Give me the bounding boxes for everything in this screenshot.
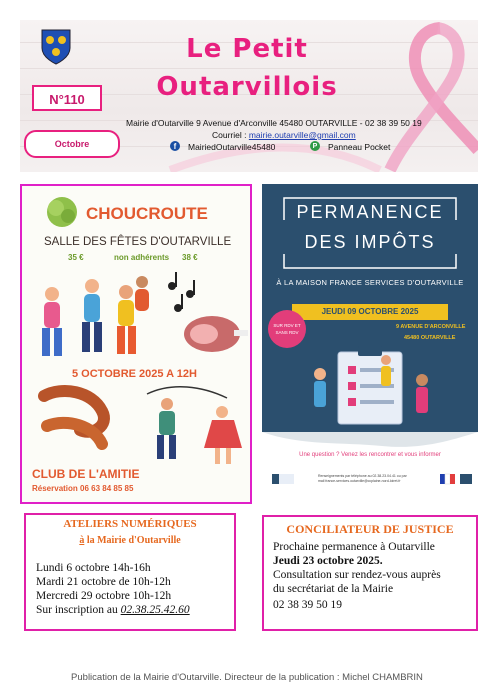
conciliateur-title: CONCILIATEUR DE JUSTICE xyxy=(286,522,454,536)
conciliateur-line-1: Prochaine permanence à Outarville xyxy=(273,541,435,553)
sausages-icon xyxy=(44,391,104,444)
publication-footer: Publication de la Mairie d'Outarville. Directeur de la publication : Michel CHAMBRIN xyxy=(71,672,423,683)
dgfip-logo-icon xyxy=(460,474,472,484)
conciliateur-date: Jeudi 23 octobre 2025. xyxy=(273,555,383,567)
ateliers-title: ATELIERS NUMÉRIQUES xyxy=(63,518,197,530)
dancing-couple-icon xyxy=(147,387,242,464)
ateliers-phone-link[interactable]: 02.38.25.42.60 xyxy=(120,604,190,616)
issue-number: N°110 xyxy=(32,85,102,111)
tax-poster-banner xyxy=(262,184,478,432)
choucroute-date: 5 OCTOBRE 2025 A 12H xyxy=(72,368,197,380)
choucroute-price-member: 35 € xyxy=(68,253,84,262)
choucroute-poster xyxy=(20,184,252,504)
facebook-icon: f xyxy=(170,141,180,151)
panneau-pocket-icon: P xyxy=(310,141,320,151)
music-notes-icon xyxy=(168,272,195,312)
tax-poster-place: À LA MAISON FRANCE SERVICES D'OUTARVILLE xyxy=(276,278,464,287)
choucroute-title: CHOUCROUTE xyxy=(86,204,208,223)
choucroute-venue: SALLE DES FÊTES D'OUTARVILLE xyxy=(44,236,232,248)
cabbage-icon xyxy=(47,197,77,227)
choucroute-price-non-member: 38 € xyxy=(182,253,198,262)
tax-poster-question: Une question ? Venez les rencontrer et vous informer xyxy=(299,452,441,458)
tax-poster-logos xyxy=(262,470,478,490)
choucroute-reservation: Réservation 06 63 84 85 85 xyxy=(32,484,134,493)
ateliers-registration-label: Sur inscription au xyxy=(36,604,121,616)
republique-francaise-logo-icon xyxy=(440,474,455,484)
facebook-page[interactable]: MairiedOutarville45480 xyxy=(188,142,276,152)
email-label: Courriel : xyxy=(212,130,249,140)
ham-icon xyxy=(184,316,248,352)
ateliers-session-3: Mercredi 29 octobre 10h-12h xyxy=(36,590,172,602)
tax-poster-title-line2: DES IMPÔTS xyxy=(304,232,436,252)
france-services-logo-icon xyxy=(272,474,294,484)
dancers-icon xyxy=(42,276,149,356)
ateliers-session-2: Mardi 21 octobre de 10h-12h xyxy=(36,576,171,588)
email-line xyxy=(212,130,356,140)
ateliers-location xyxy=(24,535,236,546)
choucroute-non-members-label: non adhérents xyxy=(114,253,170,262)
tax-poster-date: JEUDI 09 OCTOBRE 2025 xyxy=(292,304,448,320)
email-link[interactable]: mairie.outarville@gmail.com xyxy=(248,130,356,140)
conciliateur-line-4: du secrétariat de la Mairie xyxy=(273,583,394,595)
clipboard-icon xyxy=(338,346,402,424)
ateliers-location-text: la Mairie d'Outarville xyxy=(84,535,181,546)
tax-poster-contact: Renseignements par téléphone au 02.38.23.04.41 ou par mail france-services.outarville@ccplaine-nord-loiret.fr xyxy=(318,474,407,483)
tax-poster-address-line1: 9 AVENUE D'ARCONVILLE xyxy=(396,324,466,330)
choucroute-club: CLUB DE L'AMITIE xyxy=(32,467,140,481)
town-hall-address: Mairie d'Outarville 9 Avenue d'Arconville 45480 OUTARVILLE - 02 38 39 50 19 xyxy=(126,118,422,128)
tax-poster-title-line1: PERMANENCE xyxy=(296,202,444,222)
ateliers-session-1: Lundi 6 octobre 14h-16h xyxy=(36,562,151,574)
tax-office-poster xyxy=(262,184,478,494)
tax-poster-rdv-badge: SUR RDV ET SANS RDV xyxy=(268,310,306,348)
panneau-pocket-label: Panneau Pocket xyxy=(328,142,391,152)
tax-poster-address-line2: 45480 OUTARVILLE xyxy=(404,335,456,341)
ateliers-location-prefix: à xyxy=(79,535,85,546)
newsletter-title-line2: Outarvillois xyxy=(156,72,338,102)
issue-month: Octobre xyxy=(24,130,120,158)
conciliateur-line-3: Consultation sur rendez-vous auprès xyxy=(273,569,441,581)
newsletter-title-line1: Le Petit xyxy=(186,34,308,64)
ateliers-registration xyxy=(36,604,190,616)
conciliateur-phone: 02 38 39 50 19 xyxy=(273,599,342,611)
choucroute-illustration xyxy=(22,186,250,502)
